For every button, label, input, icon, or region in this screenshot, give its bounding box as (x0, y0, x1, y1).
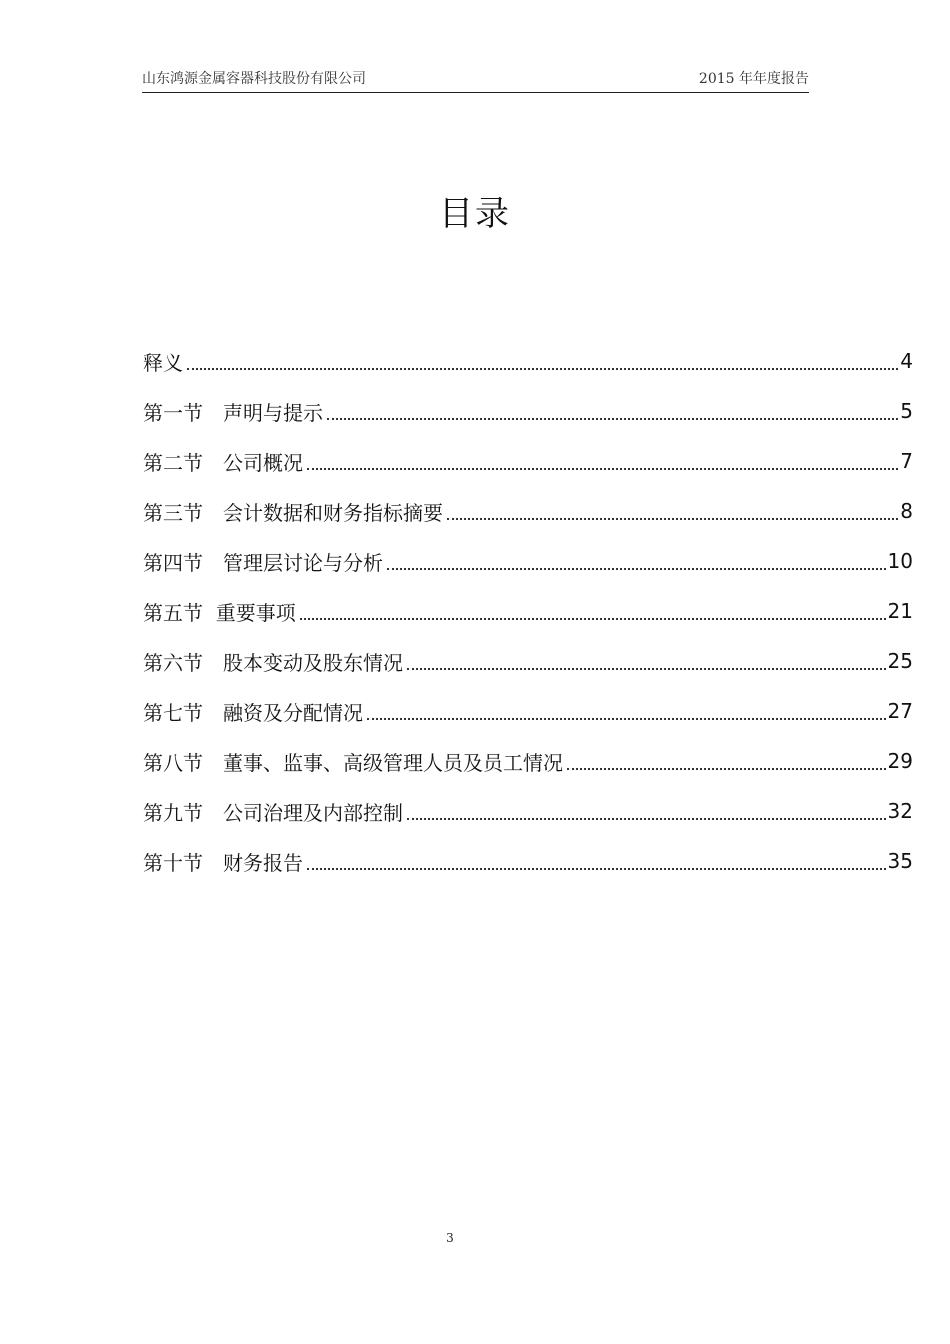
toc-entry-label: 第七节 融资及分配情况 (143, 700, 363, 725)
page-title: 目录 (439, 194, 511, 234)
toc-leader-dots (307, 460, 898, 470)
header-report-title: 2015 年年度报告 (698, 71, 809, 87)
toc-entry-page: 32 (887, 799, 913, 823)
toc-entry[interactable] (143, 586, 913, 636)
toc-entry-label: 第五节 重要事项 (143, 600, 296, 625)
toc-entry-page: 10 (887, 549, 913, 573)
toc-entry-page: 35 (887, 849, 913, 873)
toc-leader-dots (407, 660, 886, 670)
page-header (142, 66, 809, 93)
toc-leader-dots (307, 860, 886, 870)
toc-entry[interactable] (143, 486, 913, 536)
toc-entry-page: 21 (887, 599, 913, 623)
header-company-name: 山东鸿源金属容器科技股份有限公司 (142, 71, 366, 87)
page-number: 3 (446, 1231, 454, 1245)
toc-leader-dots (387, 560, 886, 570)
toc-leader-dots (327, 410, 898, 420)
toc-entry[interactable] (143, 686, 913, 736)
toc-entry-page: 7 (900, 449, 913, 473)
toc-entry-page: 29 (887, 749, 913, 773)
toc-entry-label: 第二节 公司概况 (143, 450, 303, 475)
toc-entry[interactable] (143, 336, 913, 386)
toc-entry-page: 5 (900, 399, 913, 423)
toc-entry-page: 25 (887, 649, 913, 673)
toc-entry[interactable] (143, 786, 913, 836)
toc-leader-dots (367, 710, 886, 720)
toc-entry[interactable] (143, 636, 913, 686)
toc-entry-label: 第九节 公司治理及内部控制 (143, 800, 403, 825)
toc-entry-page: 27 (887, 699, 913, 723)
toc-entry-label: 第六节 股本变动及股东情况 (143, 650, 403, 675)
toc-entry[interactable] (143, 836, 913, 886)
toc-entry-label: 第一节 声明与提示 (143, 400, 323, 425)
toc-leader-dots (300, 610, 886, 620)
toc-entry[interactable] (143, 386, 913, 436)
toc-entry-page: 8 (900, 499, 913, 523)
toc-entry-label: 第十节 财务报告 (143, 850, 303, 875)
toc-leader-dots (567, 760, 886, 770)
toc-entry-label: 第三节 会计数据和财务指标摘要 (143, 500, 443, 525)
table-of-contents (143, 336, 913, 886)
toc-entry-page: 4 (900, 349, 913, 373)
toc-entry[interactable] (143, 536, 913, 586)
toc-entry-label: 第四节 管理层讨论与分析 (143, 550, 383, 575)
toc-entry[interactable] (143, 736, 913, 786)
toc-entry-label: 释义 (143, 350, 183, 375)
toc-leader-dots (407, 810, 886, 820)
toc-entry[interactable] (143, 436, 913, 486)
toc-leader-dots (447, 510, 898, 520)
toc-entry-label: 第八节 董事、监事、高级管理人员及员工情况 (143, 750, 563, 775)
toc-leader-dots (187, 360, 898, 370)
